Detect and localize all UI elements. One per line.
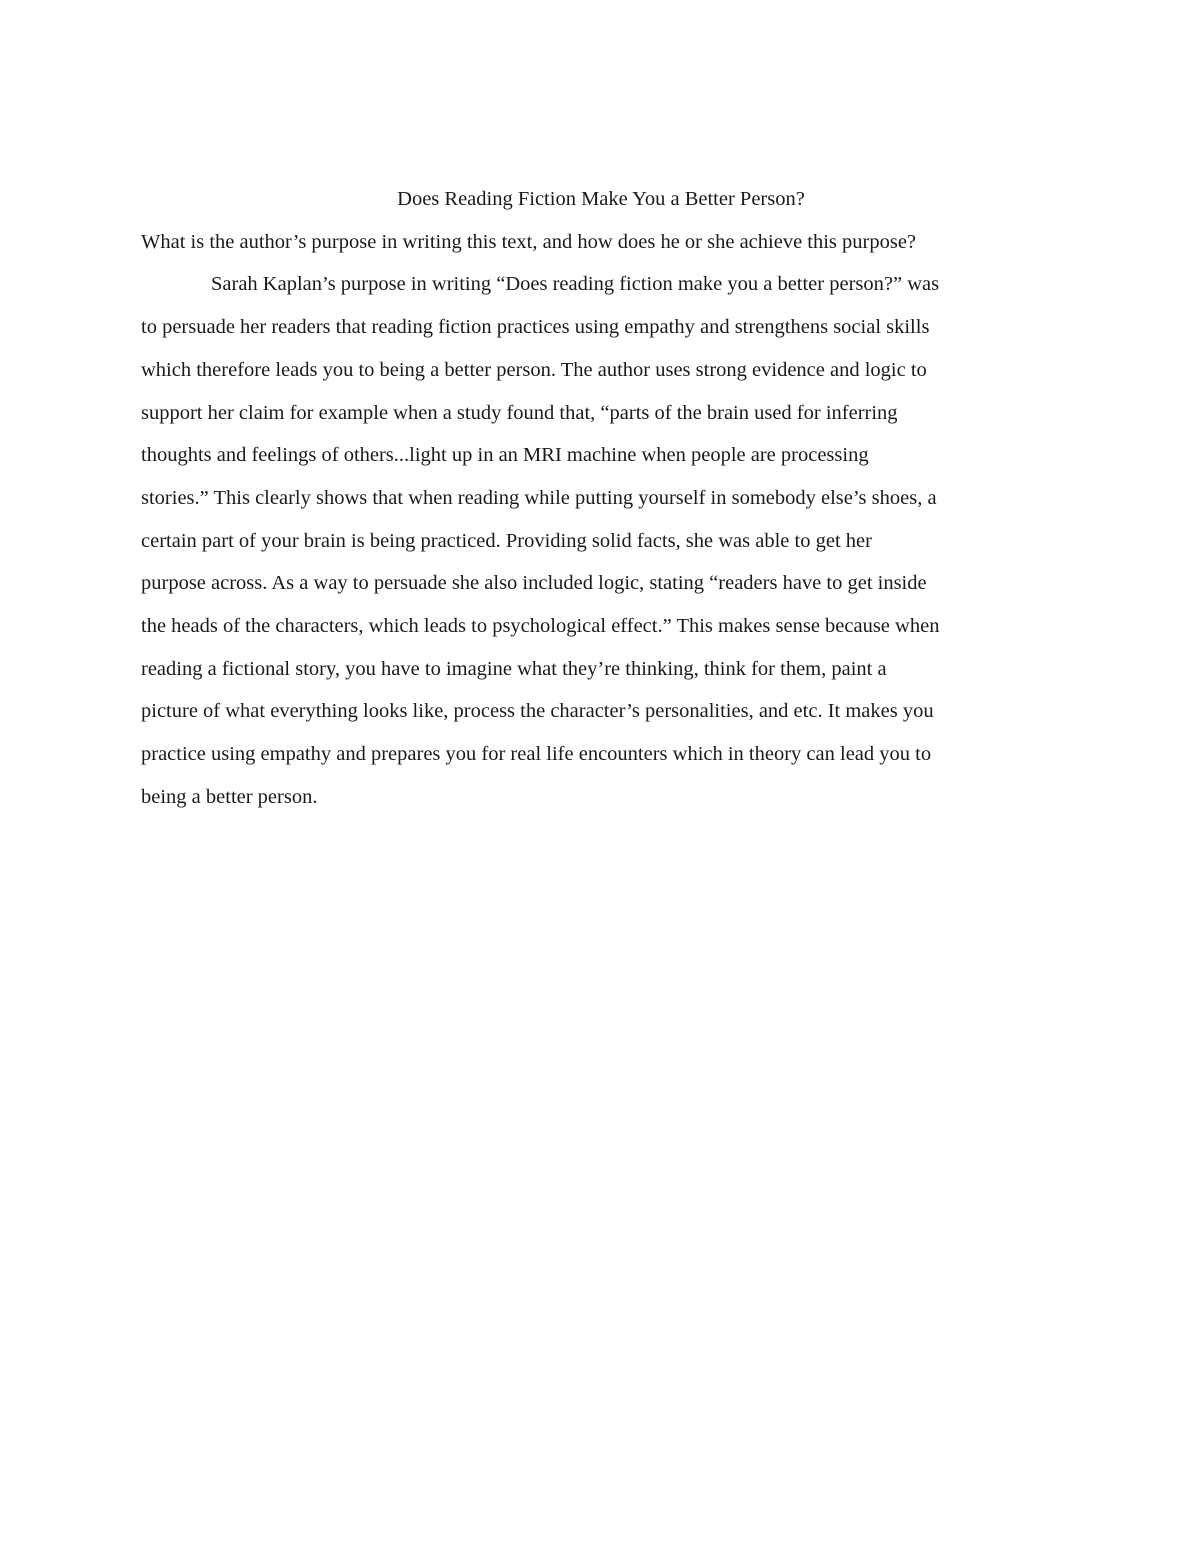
paragraph-line: stories.” This clearly shows that when reading while putting yourself in somebody else’s shoes, a — [141, 486, 937, 509]
paragraph-line: the heads of the characters, which leads to psychological effect.” This makes sense because when — [141, 615, 940, 638]
paragraph-line: support her claim for example when a study found that, “parts of the brain used for inferring — [141, 401, 898, 424]
paragraph-line: certain part of your brain is being practiced. Providing solid facts, she was able to get her — [141, 529, 872, 552]
paragraph-line: reading a fictional story, you have to imagine what they’re thinking, think for them, paint a — [141, 657, 887, 680]
paragraph-line: which therefore leads you to being a better person. The author uses strong evidence and logic to — [141, 358, 927, 381]
document-title: Does Reading Fiction Make You a Better Person? — [397, 188, 805, 210]
paragraph-line: being a better person. — [141, 785, 318, 808]
essay-question: What is the author’s purpose in writing this text, and how does he or she achieve this purpose? — [141, 230, 917, 253]
paragraph-line: picture of what everything looks like, process the character’s personalities, and etc. It makes you — [141, 700, 934, 723]
paragraph-line: purpose across. As a way to persuade she also included logic, stating “readers have to get inside — [141, 572, 927, 595]
paragraph-line: Sarah Kaplan’s purpose in writing “Does reading fiction make you a better person?” was — [211, 273, 940, 296]
paragraph-line: thoughts and feelings of others...light up in an MRI machine when people are processing — [141, 444, 869, 467]
paragraph-line: practice using empathy and prepares you for real life encounters which in theory can lead you to — [141, 743, 932, 766]
paragraph-line: to persuade her readers that reading fiction practices using empathy and strengthens social skills — [141, 316, 930, 339]
document-content — [141, 178, 1061, 819]
essay-paragraph — [141, 263, 1061, 818]
